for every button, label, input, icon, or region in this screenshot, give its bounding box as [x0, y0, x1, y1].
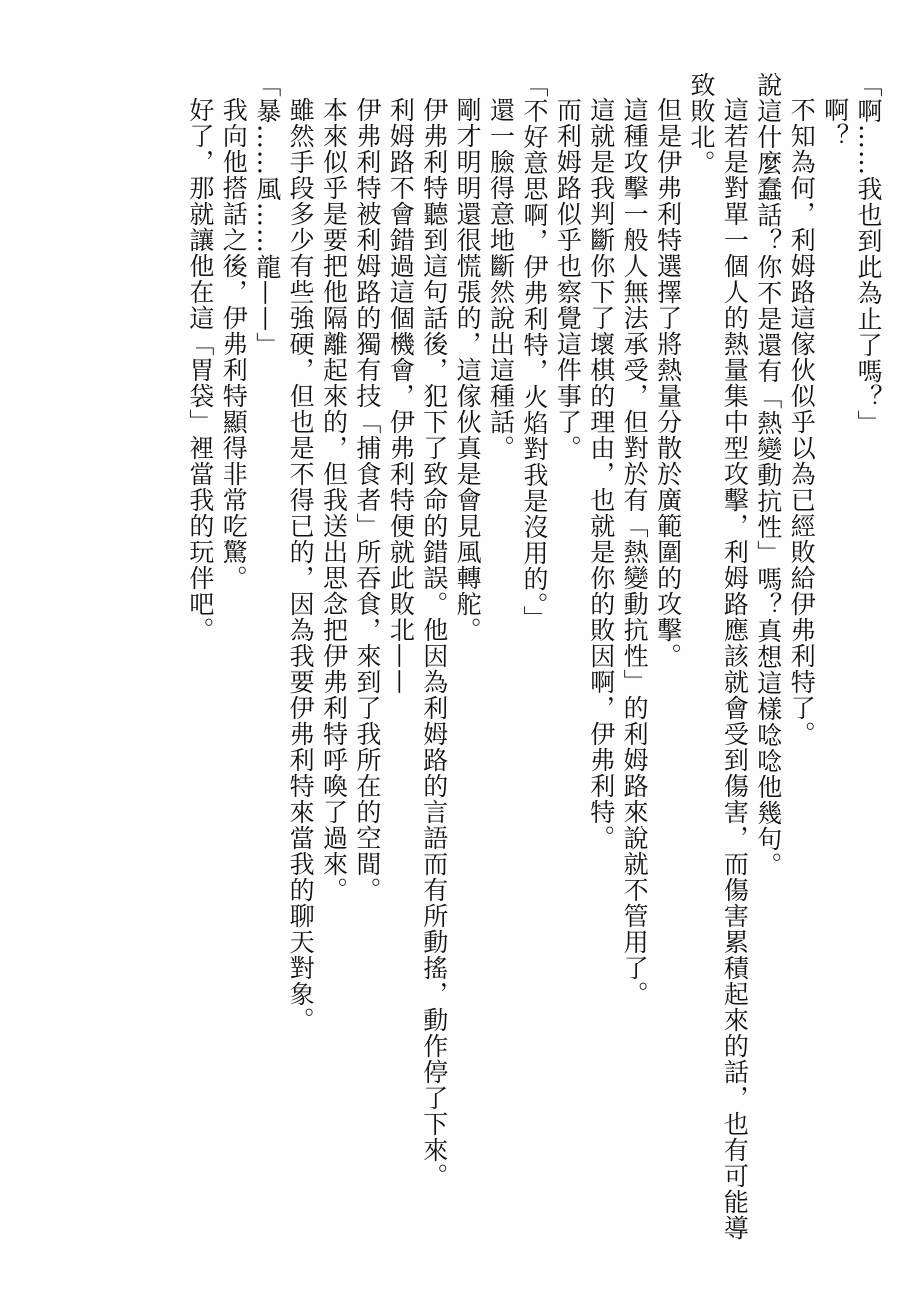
text-line: 說這什麼蠢話？你不是還有「熱變動抗性」嗎？真想這樣唸唸他幾句。 — [753, 72, 783, 878]
text-line: 不知為何，利姆路這傢伙似乎以為已經敗給伊弗利特了。 — [787, 97, 817, 747]
text-line: 雖然手段多少有些強硬，但也是不得已的，因為我要伊弗利特來當我的聊天對象。 — [286, 97, 316, 1033]
vertical-text-block — [65, 72, 885, 1242]
text-line: 「不好意思啊，伊弗利特，火焰對我是沒用的。」 — [519, 72, 549, 632]
text-line: 好了，那就讓他在這「胃袋」裡當我的玩伴吧。 — [185, 97, 215, 643]
text-line: 「暴……風……龍——」 — [252, 72, 282, 358]
text-line: 伊弗利特被利姆路的獨有技「捕食者」所吞食，來到了我所在的空間。 — [352, 97, 382, 903]
text-line: 「啊……我也到此為止了嗎？」 — [854, 72, 883, 436]
text-line: 剛才明明還很慌張的，這傢伙真是會見風轉舵。 — [453, 97, 483, 643]
text-line: 這就是我判斷你下了壞棋的理由，也就是你的敗因啊，伊弗利特。 — [586, 97, 616, 851]
text-line: 我向他搭話之後，伊弗利特顯得非常吃驚。 — [219, 97, 249, 591]
text-line: 還一臉得意地斷然說出這種話。 — [486, 97, 516, 461]
text-line: 這若是對單一個人的熱量集中型攻擊，利姆路應該就會受到傷害，而傷害累積起來的話，也有可能導 — [720, 97, 750, 1241]
text-line: 致敗北。 — [686, 72, 716, 176]
text-line: 但是伊弗利特選擇了將熱量分散於廣範圍的攻擊。 — [653, 97, 683, 669]
text-line: 本來似乎是要把他隔離起來的，但我送出思念把伊弗利特呼喚了過來。 — [319, 97, 349, 903]
text-line: 這種攻擊一般人無法承受，但對於有「熱變動抗性」的利姆路來說就不管用了。 — [620, 97, 650, 1007]
text-line: 利姆路不會錯過這個機會，伊弗利特便就此敗北—— — [386, 97, 416, 695]
text-line: 啊？ — [820, 97, 850, 149]
text-line: 伊弗利特聽到這句話後，犯下了致命的錯誤。他因為利姆路的言語而有所動搖，動作停了下來。 — [419, 97, 449, 1189]
text-line: 而利姆路似乎也察覺這件事了。 — [553, 97, 583, 461]
